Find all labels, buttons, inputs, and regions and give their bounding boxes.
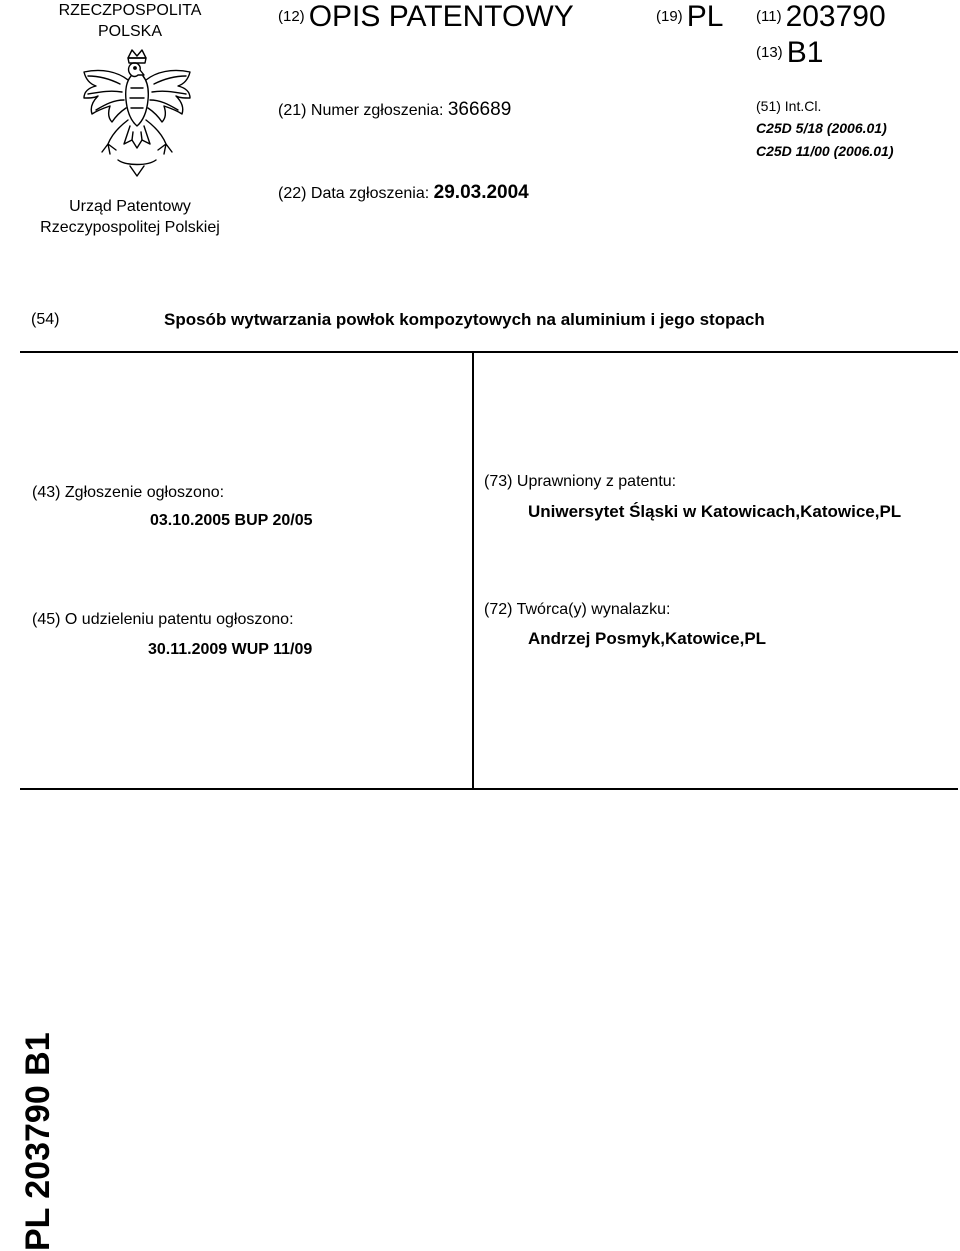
application-number-value: 366689 (447, 99, 512, 120)
side-patent-stamp: PL 203790 B1 (19, 1032, 57, 1251)
int-cl-label: (51) Int.Cl. (756, 98, 822, 114)
office-line-1: Urząd Patentowy (69, 198, 191, 215)
column-divider (472, 351, 474, 790)
kind-code-number: (13) (756, 44, 783, 61)
document-type (278, 0, 574, 34)
inventor-value: Andrzej Posmyk,Katowice,PL (528, 629, 767, 648)
title-code: (54) (31, 311, 60, 328)
patent-office-name (40, 196, 220, 238)
country-line-1: RZECZPOSPOLITA (58, 2, 202, 19)
filing-date-label: Data zgłoszenia: (310, 185, 430, 202)
polish-eagle-emblem-icon (78, 48, 196, 180)
top-divider (20, 351, 958, 353)
int-cl-class-2: C25D 11/00 (2006.01) (756, 143, 894, 159)
application-number-label: Numer zgłoszenia: (310, 102, 444, 119)
filing-date-value: 29.03.2004 (433, 182, 529, 203)
bottom-divider (20, 788, 958, 790)
issuing-country (40, 0, 220, 42)
proprietor-value: Uniwersytet Śląski w Katowicach,Katowice,PL (528, 502, 902, 521)
patent-number-value: 203790 (785, 0, 886, 33)
grant-publication-label: (45) O udzieleniu patentu ogłoszono: (32, 611, 294, 628)
kind-code (756, 36, 823, 70)
grant-publication-value: 30.11.2009 WUP 11/09 (148, 641, 313, 658)
publication-label: (43) Zgłoszenie ogłoszono: (32, 484, 225, 501)
patent-number (756, 0, 886, 34)
country-code (656, 0, 723, 34)
application-number-code: (21) (278, 102, 307, 119)
publication-value: 03.10.2005 BUP 20/05 (150, 512, 313, 529)
office-line-2: Rzeczypospolitej Polskiej (40, 219, 220, 236)
int-cl-class-1: C25D 5/18 (2006.01) (756, 120, 887, 136)
filing-date-code: (22) (278, 185, 307, 202)
document-type-title: OPIS PATENTOWY (308, 0, 574, 33)
country-code-value: PL (686, 0, 724, 33)
inventor-label: (72) Twórca(y) wynalazku: (484, 601, 671, 618)
filing-date-field (278, 182, 529, 205)
kind-code-value: B1 (786, 36, 824, 69)
proprietor-label: (73) Uprawniony z patentu: (484, 473, 677, 490)
document-type-code: (12) (278, 8, 305, 25)
country-line-2: POLSKA (97, 23, 163, 40)
country-code-number: (19) (656, 8, 683, 25)
application-number-field (278, 99, 511, 122)
invention-title: Sposób wytwarzania powłok kompozytowych na aluminium i jego stopach (164, 310, 765, 329)
patent-number-code: (11) (756, 8, 782, 25)
